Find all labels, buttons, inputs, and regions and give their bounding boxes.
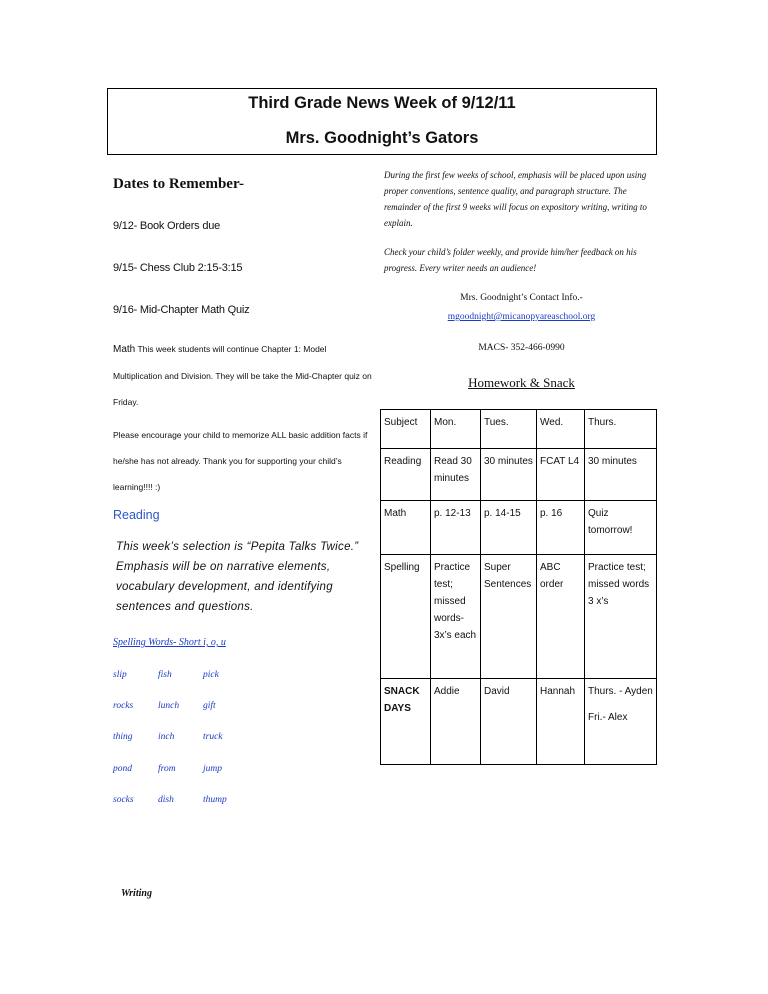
math-text: This week students will continue Chapter 1: Model Multiplication and Division. They will be take the Mid-Chapter quiz on Friday. [113,344,372,407]
reading-title: Reading [113,508,160,522]
table-cell: p. 14-15 [481,501,537,555]
encourage-paragraph: Please encourage your child to memorize ALL basic addition facts if he/she has not already. Thank you for supporting your child’s learning!!!! :) [113,430,368,492]
table-header-row [381,410,657,449]
snack-cell: Addie [431,679,481,765]
writing-title: Writing [121,888,152,899]
snack-cell: Hannah [537,679,585,765]
table-cell: Super Sentences [481,555,537,679]
spelling-word: dish [158,795,174,805]
contact-phone: MACS- 352-466-0990 [478,343,565,353]
folder-note: Check your child’s folder weekly, and provide him/her feedback on his progress. Every writer needs an audience! [384,247,637,273]
date-item: 9/16- Mid-Chapter Math Quiz [113,304,250,316]
spelling-word: thump [203,795,227,805]
table-cell: 30 minutes [481,449,537,501]
table-cell: p. 16 [537,501,585,555]
snack-label: SNACK DAYS [381,679,431,765]
table-cell: ABC order [537,555,585,679]
spelling-word: from [158,764,176,774]
spelling-word: truck [203,732,223,742]
homework-title: Homework & Snack [468,375,575,390]
header-box [107,88,657,155]
spelling-word: socks [113,795,134,805]
snack-row [381,679,657,765]
spelling-word: lunch [158,701,180,711]
table-cell: Practice test; missed words- 3x’s each [431,555,481,679]
table-cell: 30 minutes [585,449,657,501]
table-cell: Math [381,501,431,555]
class-name: Mrs. Goodnight’s Gators [285,129,479,147]
contact-email[interactable]: mgoodnight@micanopyareaschool.org [447,312,596,322]
reading-paragraph: This week’s selection is “Pepita Talks Twice.” Emphasis will be on narrative elements, vocabulary development, and identifying sentences and questions. [116,541,359,613]
table-cell: Reading [381,449,431,501]
table-cell: Practice test; missed words 3 x’s [585,555,657,679]
table-cell: FCAT L4 [537,449,585,501]
table-cell: Read 30 minutes [431,449,481,501]
homework-table [380,409,657,765]
header-cell: Wed. [537,410,585,449]
contact-title: Mrs. Goodnight’s Contact Info.- [460,293,583,303]
table-cell: Spelling [381,555,431,679]
table-cell: p. 12-13 [431,501,481,555]
table-row [381,501,657,555]
dates-title: Dates to Remember- [113,176,245,192]
spelling-title: Spelling Words- Short i, o, u [113,637,226,648]
newsletter-title: Third Grade News Week of 9/12/11 [248,94,516,112]
table-cell: Quiz tomorrow! [585,501,657,555]
table-row [381,449,657,501]
header-cell: Mon. [431,410,481,449]
spelling-word: rocks [113,701,134,711]
snack-fri: Fri.- Alex [588,712,628,723]
spelling-word: inch [158,732,175,742]
header-cell: Subject [381,410,431,449]
spelling-word: fish [158,670,172,680]
spelling-word: slip [113,670,127,680]
writing-note: During the first few weeks of school, emphasis will be placed upon using proper conventions, sentence quality, and paragraph structure. The remainder of the first 9 weeks will focus on expository writing, writing to explain. [384,170,647,228]
date-item: 9/12- Book Orders due [113,220,221,232]
spelling-word: pick [203,670,219,680]
snack-cell-thurs-fri [585,679,657,765]
math-paragraph [113,336,375,415]
spelling-word: gift [203,701,216,711]
spelling-word: jump [203,764,222,774]
date-item: 9/15- Chess Club 2:15-3:15 [113,262,243,274]
spelling-word: pond [113,764,132,774]
snack-cell: David [481,679,537,765]
snack-thurs: Thurs. - Ayden [588,686,653,697]
header-cell: Thurs. [585,410,657,449]
header-cell: Tues. [481,410,537,449]
spelling-word: thing [113,732,133,742]
math-label: Math [113,344,136,355]
table-row [381,555,657,679]
